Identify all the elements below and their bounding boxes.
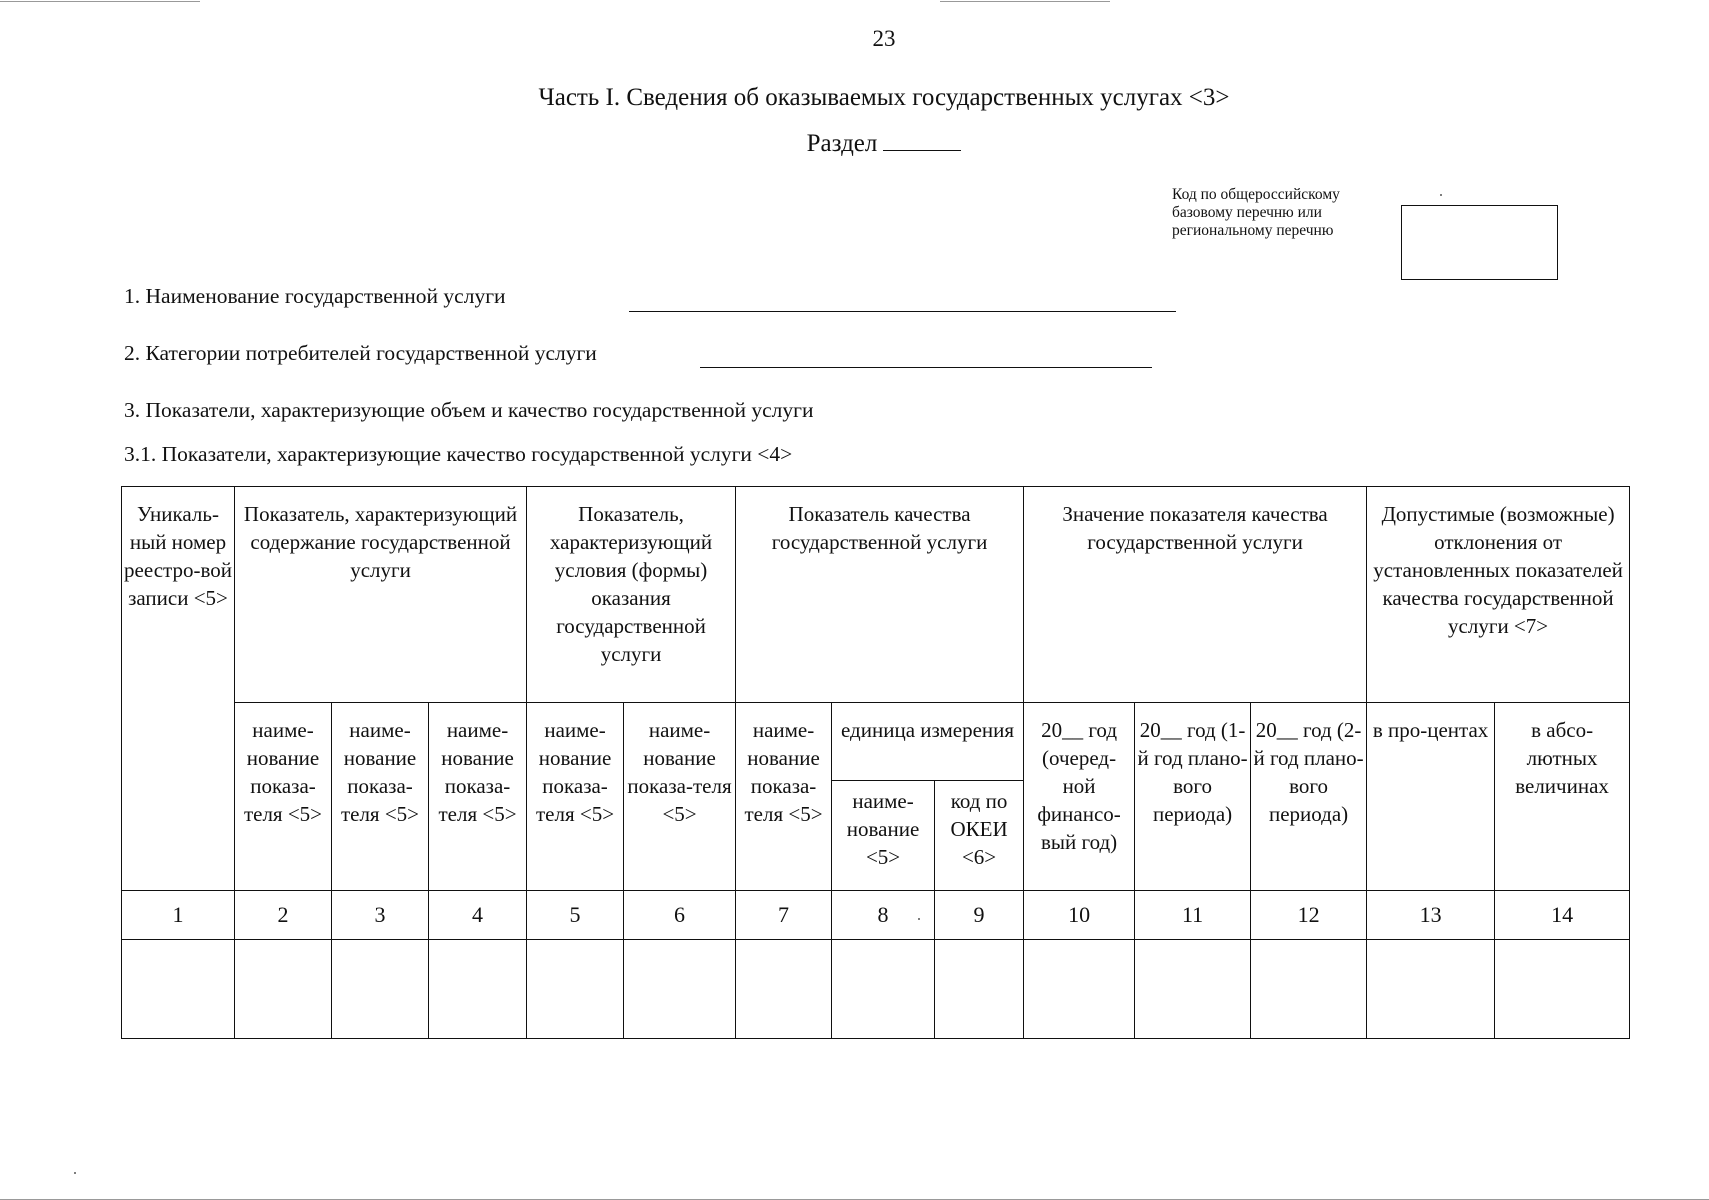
subheader-okei-code: код по ОКЕИ <6> bbox=[935, 781, 1024, 891]
indicators-heading: 3. Показатели, характеризующие объем и качество государственной услуги bbox=[124, 398, 814, 422]
subheader-year-next: 20__ год (очеред-ной финансо-вый год) bbox=[1024, 703, 1135, 891]
header-quality-value: Значение показателя качества государственной услуги bbox=[1024, 487, 1367, 703]
subheader-percent: в про-центах bbox=[1367, 703, 1495, 891]
table-cell-empty[interactable] bbox=[527, 940, 624, 1039]
table-cell-empty[interactable] bbox=[1135, 940, 1251, 1039]
subheader-year-plan-1: 20__ год (1-й год плано-вого периода) bbox=[1135, 703, 1251, 891]
column-number: 10 bbox=[1024, 891, 1135, 940]
header-quality-indicator: Показатель качества государственной услуги bbox=[736, 487, 1024, 703]
subheader-year-plan-2: 20__ год (2-й год плано-вого периода) bbox=[1251, 703, 1367, 891]
page-number: 23 bbox=[872, 26, 896, 51]
scan-speck bbox=[918, 918, 920, 920]
scan-edge-line bbox=[0, 1, 200, 2]
table-cell-empty[interactable] bbox=[624, 940, 736, 1039]
column-number: 7 bbox=[736, 891, 832, 940]
header-unique-number: Уникаль-ный номер реестро-вой записи <5> bbox=[122, 487, 235, 891]
quality-indicators-table bbox=[121, 486, 1630, 1039]
table-cell-empty[interactable] bbox=[736, 940, 832, 1039]
table-cell-empty[interactable] bbox=[429, 940, 527, 1039]
section-number-blank[interactable] bbox=[883, 130, 961, 151]
header-content-indicator: Показатель, характеризующий содержание государственной услуги bbox=[235, 487, 527, 703]
scan-speck bbox=[1440, 194, 1442, 196]
section-label: Раздел bbox=[806, 130, 878, 157]
column-number: 13 bbox=[1367, 891, 1495, 940]
registry-code-label bbox=[1172, 186, 1392, 240]
scan-speck bbox=[74, 1172, 76, 1174]
consumer-categories-field[interactable] bbox=[700, 367, 1152, 368]
table-cell-empty[interactable] bbox=[332, 940, 429, 1039]
consumer-categories-label: 2. Категории потребителей государственной услуги bbox=[124, 341, 597, 365]
table-cell-empty[interactable] bbox=[1495, 940, 1630, 1039]
code-label-line: базовому перечню или bbox=[1172, 204, 1322, 221]
column-number: 11 bbox=[1135, 891, 1251, 940]
table-cell-empty[interactable] bbox=[832, 940, 935, 1039]
header-allowed-deviation: Допустимые (возможные) отклонения от установленных показателей качества государственной услуги <7> bbox=[1367, 487, 1630, 703]
subheader-indicator-name: наиме-нование показа-теля <5> bbox=[332, 703, 429, 891]
code-label-line: Код по общероссийскому bbox=[1172, 186, 1340, 203]
column-number: 5 bbox=[527, 891, 624, 940]
column-number: 9 bbox=[935, 891, 1024, 940]
column-number: 1 bbox=[122, 891, 235, 940]
part-title: Часть I. Сведения об оказываемых государственных услугах <3> bbox=[538, 84, 1230, 111]
service-name-field[interactable] bbox=[629, 311, 1176, 312]
column-number: 12 bbox=[1251, 891, 1367, 940]
subheader-indicator-name: наиме-нование показа-теля <5> bbox=[235, 703, 332, 891]
subheader-indicator-name: наиме-нование показа-теля <5> bbox=[527, 703, 624, 891]
column-number: 14 bbox=[1495, 891, 1630, 940]
subheader-indicator-name: наиме-нование показа-теля <5> bbox=[624, 703, 736, 891]
column-number: 3 bbox=[332, 891, 429, 940]
header-conditions-indicator: Показатель, характеризующий условия (формы) оказания государственной услуги bbox=[527, 487, 736, 703]
section-heading bbox=[0, 130, 1709, 158]
service-name-label: 1. Наименование государственной услуги bbox=[124, 284, 506, 308]
column-number: 2 bbox=[235, 891, 332, 940]
subheader-unit-of-measure: единица измерения bbox=[832, 703, 1024, 781]
table-cell-empty[interactable] bbox=[1251, 940, 1367, 1039]
subheader-unit-name: наиме-нование <5> bbox=[832, 781, 935, 891]
table-cell-empty[interactable] bbox=[122, 940, 235, 1039]
column-number: 6 bbox=[624, 891, 736, 940]
subheader-absolute: в абсо-лютных величинах bbox=[1495, 703, 1630, 891]
quality-indicators-heading: 3.1. Показатели, характеризующие качество государственной услуги <4> bbox=[124, 442, 793, 466]
column-number: 4 bbox=[429, 891, 527, 940]
table-cell-empty[interactable] bbox=[935, 940, 1024, 1039]
subheader-indicator-name: наиме-нование показа-теля <5> bbox=[736, 703, 832, 891]
subheader-indicator-name: наиме-нование показа-теля <5> bbox=[429, 703, 527, 891]
table-cell-empty[interactable] bbox=[1367, 940, 1495, 1039]
table-cell-empty[interactable] bbox=[235, 940, 332, 1039]
table-cell-empty[interactable] bbox=[1024, 940, 1135, 1039]
code-label-line: региональному перечню bbox=[1172, 222, 1334, 239]
registry-code-box[interactable] bbox=[1401, 205, 1558, 280]
scan-edge-line bbox=[940, 1, 1110, 2]
column-number: 8 bbox=[832, 891, 935, 940]
